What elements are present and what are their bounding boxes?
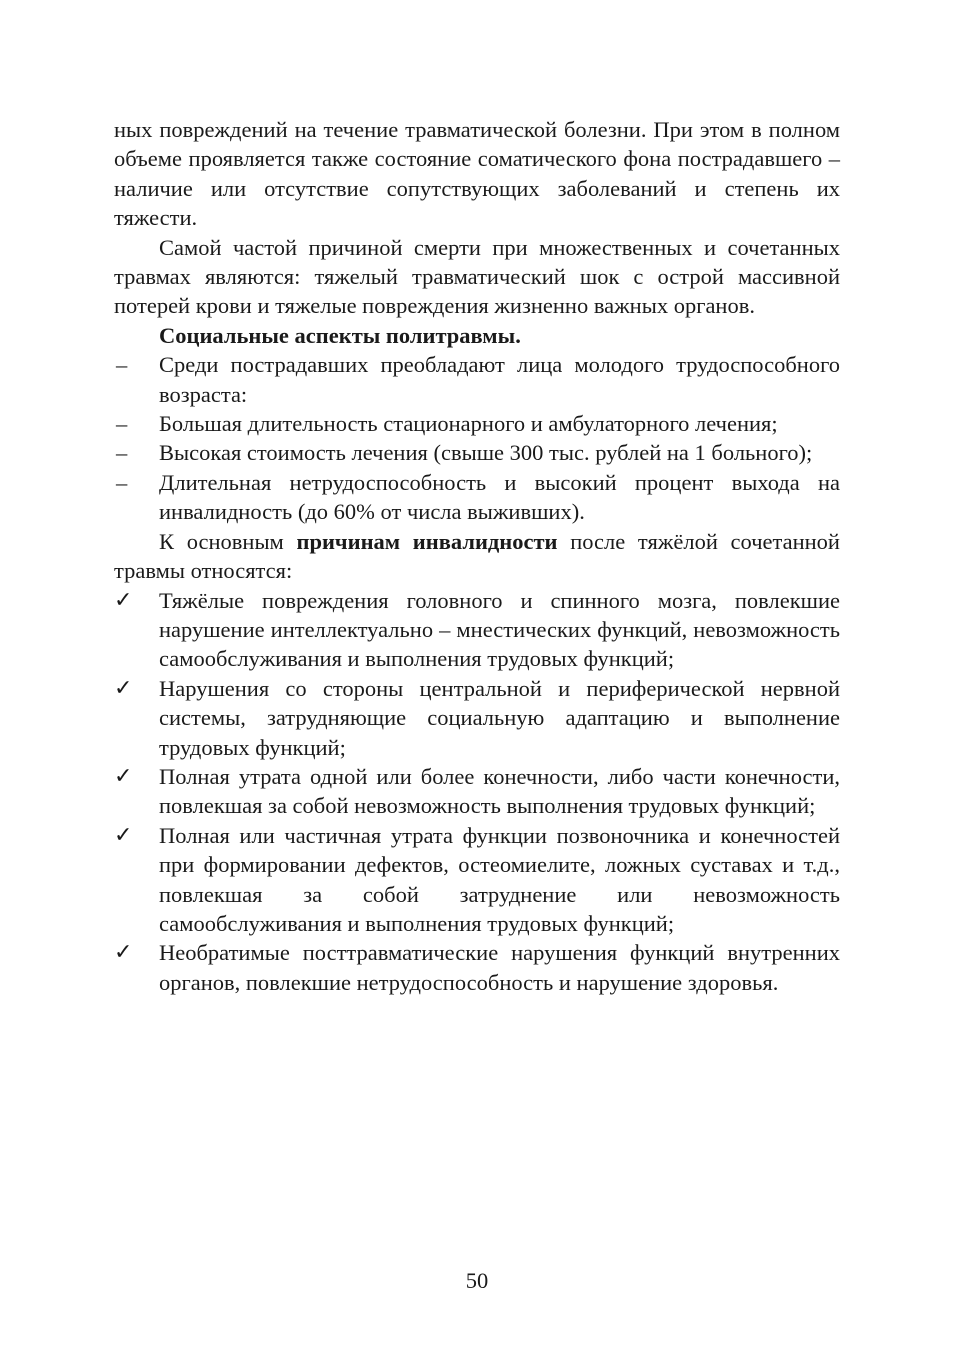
intro-text-start: К основным [159,528,297,554]
dash-bullet-icon: – [116,411,128,437]
list-item-text: Полная утрата одной или более конечности, либо части конечности, повлекшая за собой невозможность выполнения трудовых функций; [159,763,840,819]
list-item [114,438,840,467]
checkmark-icon: ✓ [114,675,133,701]
list-item-text: Тяжёлые повреждения головного и спинного мозга, повлекшие нарушение интеллектуально – мнестических функций, невозможность самообслуживания и выполнения трудовых функций; [159,587,840,672]
list-item [114,821,840,939]
disability-causes-list [114,586,840,998]
dash-bullet-icon: – [116,469,128,495]
list-item-text: Необратимые посттравматические нарушения функций внутренних органов, повлекшие нетрудоспособность и нарушение здоровья. [159,940,840,995]
list-item-text: Большая длительность стационарного и амбулаторного лечения; [159,411,778,437]
list-item-text: Высокая стоимость лечения (свыше 300 тыс. рублей на 1 больного); [159,440,813,466]
paragraph-disability-intro [114,527,840,586]
list-item-text: Полная или частичная утрата функции позвоночника и конечностей при формировании дефектов, остеомиелите, ложных суставах и т.д., повлекшая за собой затруднение или невозможность самообслуживания и выполнения трудовых функций; [159,822,840,936]
checkmark-icon: ✓ [114,940,133,966]
checkmark-icon: ✓ [114,587,133,613]
list-item [114,350,840,409]
list-item [114,938,840,997]
page-number: 50 [465,1268,489,1293]
intro-bold-term: причинам инвалидности [296,528,558,554]
intro-text-end: после тяжёлой сочетанной травмы относятся: [114,528,840,584]
list-item [114,409,840,438]
social-aspects-list [114,350,840,526]
section-heading-social-aspects: Социальные аспекты политравмы. [159,322,521,348]
paragraph-death-causes: Самой частой причиной смерти при множественных и сочетанных травмах являются: тяжелый травматический шок с острой массивной потерей крови и тяжелые повреждения жизненно важных органов. [114,234,840,319]
list-item-text: Среди пострадавших преобладают лица молодого трудоспособного возраста: [159,352,840,407]
page-body [114,115,840,997]
dash-bullet-icon: – [116,440,128,466]
list-item-text: Длительная нетрудоспособность и высокий процент выхода на инвалидность (до 60% от числа выживших). [159,469,840,525]
paragraph-continuation: ных повреждений на течение травматической болезни. При этом в полном объеме проявляется также состояние соматического фона пострадавшего – наличие или отсутствие сопутствующих заболеваний и степень их тяжести. [114,117,840,231]
list-item [114,586,840,674]
list-item [114,674,840,762]
dash-bullet-icon: – [116,352,128,378]
list-item-text: Нарушения со стороны центральной и периферической нервной системы, затрудняющие социальную адаптацию и выполнение трудовых функций; [159,675,840,760]
list-item [114,762,840,821]
checkmark-icon: ✓ [114,763,133,789]
list-item [114,468,840,527]
checkmark-icon: ✓ [114,822,133,848]
